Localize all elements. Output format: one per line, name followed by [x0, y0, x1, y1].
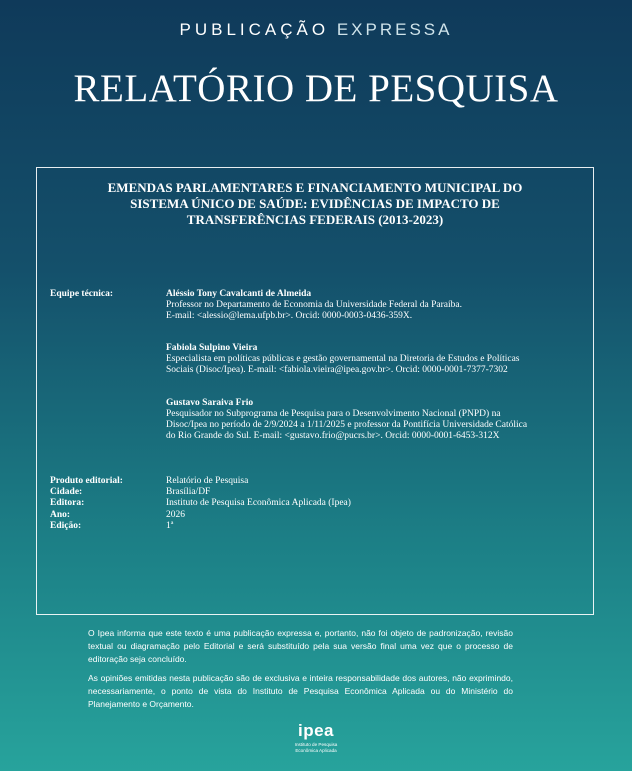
logo-subtitle [0, 742, 632, 753]
logo-word: ipea [297, 721, 335, 740]
editorial-label: Cidade: [50, 487, 83, 498]
document-title-line: SISTEMA ÚNICO DE SAÚDE: EVIDÊNCIAS DE IMPACTO DE [130, 196, 500, 211]
editorial-label: Ano: [50, 509, 71, 520]
member-info-line: Professor no Departamento de Economia da Universidade Federal da Paraíba. [166, 300, 462, 310]
team-member [166, 343, 556, 376]
notice-paragraph-2: As opiniões emitidas nesta publicação são de exclusiva e inteira responsabilidade dos autores, não exprimindo, necessariamente, o ponto de vista do Instituto de Pesquisa Econômica Aplicada ou do Ministério do Planejamento e Orçamento. [88, 673, 513, 709]
member-name: Aléssio Tony Cavalcanti de Almeida [166, 289, 312, 299]
editorial-label: Produto editorial: [50, 476, 123, 486]
logo-subtitle-line: Econômica Aplicada [295, 747, 337, 753]
editorial-label: Editora: [50, 498, 85, 509]
document-title-line: TRANSFERÊNCIAS FEDERAIS (2013-2023) [186, 212, 444, 227]
document-title [57, 180, 573, 228]
notice-paragraph-1: O Ipea informa que este texto é uma publicação expressa e, portanto, não foi objeto de padronização, revisão textual ou diagramação pelo Editorial e será substituído pela sua versão final uma vez que o processo de editoração seja concluído. [88, 628, 513, 664]
editorial-labels [50, 476, 123, 532]
member-info-line: E-mail: <alessio@lema.ufpb.br>. Orcid: 0000-0003-0436-359X. [166, 311, 413, 321]
team-member [166, 289, 556, 322]
editorial-values [166, 476, 351, 532]
kicker-light: EXPRESSA [336, 20, 453, 39]
member-info-line: Pesquisador no Subprograma de Pesquisa para o Desenvolvimento Nacional (PNPD) na [166, 409, 501, 419]
editorial-label: Edição: [50, 520, 82, 531]
info-frame [36, 167, 594, 615]
member-name: Gustavo Saraiva Frio [166, 398, 254, 408]
publication-kicker [0, 20, 632, 40]
team-label: Equipe técnica: [50, 289, 114, 299]
editorial-value: Relatório de Pesquisa [166, 476, 249, 486]
team-member [166, 398, 556, 442]
member-name: Fabiola Sulpino Vieira [166, 343, 258, 353]
editorial-value: 2026 [166, 509, 185, 520]
member-info-line: do Rio Grande do Sul. E-mail: <gustavo.frio@pucrs.br>. Orcid: 0000-0001-6453-312X [166, 431, 500, 441]
editorial-value: 1ª [166, 520, 174, 531]
kicker-bold: PUBLICAÇÃO [179, 20, 330, 39]
member-info-line: Especialista em políticas públicas e gestão governamental na Diretoria de Estudos e Políticas [166, 354, 520, 364]
member-info-line: Disoc/Ipea no período de 2/9/2024 a 1/11/2025 e professor da Pontifícia Universidade Católica [166, 420, 528, 430]
logo-subtitle-line: Instituto de Pesquisa [294, 742, 338, 747]
editorial-value: Brasília/DF [166, 487, 211, 498]
document-title-line: EMENDAS PARLAMENTARES E FINANCIAMENTO MUNICIPAL DO [107, 180, 523, 195]
editorial-value: Instituto de Pesquisa Econômica Aplicada (Ipea) [166, 498, 351, 509]
page-title: RELATÓRIO DE PESQUISA [73, 67, 559, 110]
member-info-line: Sociais (Disoc/Ipea). E-mail: <fabiola.vieira@ipea.gov.br>. Orcid: 0000-0001-7377-7302 [166, 365, 508, 375]
ipea-logo [0, 721, 632, 753]
